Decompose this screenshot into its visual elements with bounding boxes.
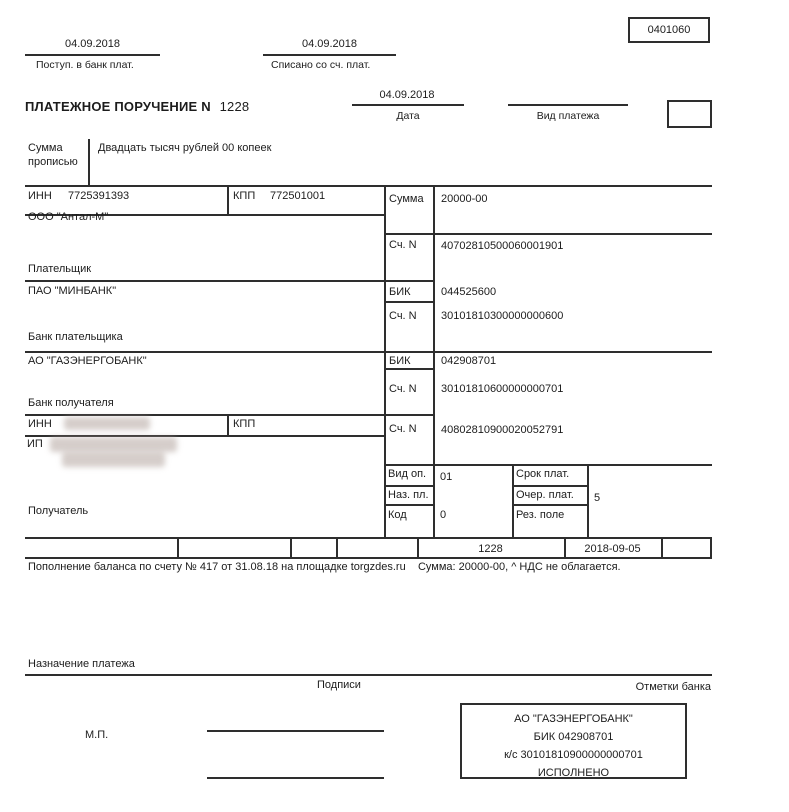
grid-line <box>25 280 435 282</box>
grid-line <box>661 537 663 559</box>
grid-line <box>227 414 229 437</box>
reserve-field-label: Рез. поле <box>516 509 565 521</box>
payer-label: Плательщик <box>28 263 92 275</box>
grid-line <box>512 504 589 506</box>
payer-bank-account-label: Сч. N <box>389 310 417 322</box>
payee-name-prefix: ИП <box>27 438 43 450</box>
form-code-box: 0401060 <box>628 17 710 43</box>
payment-purpose-text: Пополнение баланса по счету № 417 от 31.08.18 на площадке torgzdes.ru Сумма: 20000-00, ^ НДС не облагается. <box>28 561 621 573</box>
doc-date-value: 04.09.2018 <box>379 89 435 101</box>
due-date-label: Срок плат. <box>516 468 570 480</box>
received-date: 04.09.2018 <box>64 38 121 50</box>
doc-date-line <box>352 104 464 106</box>
payer-inn-value: 7725391393 <box>68 190 130 202</box>
payment-purpose-label: Назначение платежа <box>28 658 135 670</box>
code-value: 0 <box>440 509 447 521</box>
bank-stamp-status: ИСПОЛНЕНО <box>537 767 610 779</box>
payment-type-line <box>508 104 628 106</box>
grid-line <box>290 537 292 559</box>
grid-line <box>25 414 435 416</box>
grid-line <box>384 485 435 487</box>
payer-account-label: Сч. N <box>389 239 417 251</box>
grid-line <box>336 537 338 559</box>
amount-value: 20000-00 <box>441 193 488 205</box>
document-title-text: ПЛАТЕЖНОЕ ПОРУЧЕНИЕ N <box>25 99 211 114</box>
payee-bank-label: Банк получателя <box>28 397 114 409</box>
signature-line <box>207 730 384 732</box>
grid-line <box>384 301 435 303</box>
payee-bank-account-value: 30101810600000000701 <box>441 383 564 395</box>
amount-label: Сумма <box>389 193 424 205</box>
grid-line <box>710 537 712 559</box>
grid-line <box>25 557 712 559</box>
payee-name-redacted <box>62 452 165 467</box>
doc-date-cell: 2018-09-05 <box>584 543 641 555</box>
grid-line <box>227 185 229 216</box>
stamp-place-label: М.П. <box>85 729 109 741</box>
payee-label: Получатель <box>28 505 89 517</box>
payee-account-label: Сч. N <box>389 423 417 435</box>
debited-date-label: Списано со сч. плат. <box>271 59 371 71</box>
payee-bank-account-label: Сч. N <box>389 383 417 395</box>
bank-stamp-bik: БИК 042908701 <box>533 731 614 743</box>
grid-line <box>587 464 589 539</box>
footer-line <box>25 674 712 676</box>
payment-type-label: Вид платежа <box>536 110 600 122</box>
payee-bank-name: АО "ГАЗЭНЕРГОБАНК" <box>28 355 147 367</box>
doc-date-label: Дата <box>396 110 420 122</box>
op-type-label: Вид оп. <box>388 468 427 480</box>
payer-name: ООО "Антал-М" <box>28 211 109 223</box>
grid-line <box>512 485 589 487</box>
doc-number-cell: 1228 <box>478 543 503 555</box>
empty-code-box <box>667 100 712 128</box>
payer-kpp-label: КПП <box>233 190 256 202</box>
grid-line <box>25 537 712 539</box>
payer-bank-bik-label: БИК <box>389 286 411 298</box>
op-type-value: 01 <box>440 471 453 483</box>
document-title <box>25 100 249 113</box>
payer-inn-label: ИНН <box>28 190 52 202</box>
grid-line <box>512 464 514 539</box>
amount-words-value: Двадцать тысяч рублей 00 копеек <box>98 142 272 154</box>
grid-line <box>384 504 435 506</box>
payee-account-value: 40802810900020052791 <box>441 424 564 436</box>
signature-line <box>207 777 384 779</box>
payee-bank-bik-label: БИК <box>389 355 411 367</box>
signatures-label: Подписи <box>317 679 361 691</box>
received-date-line <box>25 54 160 56</box>
debited-date: 04.09.2018 <box>301 38 358 50</box>
bank-stamp-corr-account: к/с 30101810900000000701 <box>504 749 643 761</box>
payer-bank-label: Банк плательщика <box>28 331 123 343</box>
received-date-label: Поступ. в банк плат. <box>36 59 134 71</box>
payee-name-redacted <box>50 437 177 452</box>
payer-account-value: 40702810500060001901 <box>441 240 564 252</box>
priority-label: Очер. плат. <box>516 489 574 501</box>
payee-inn-label: ИНН <box>28 418 52 430</box>
payee-kpp-label: КПП <box>233 418 256 430</box>
code-label: Код <box>388 509 407 521</box>
payer-bank-account-value: 30101810300000000600 <box>441 310 564 322</box>
grid-line <box>25 351 712 353</box>
priority-value: 5 <box>594 492 601 504</box>
grid-line <box>384 368 435 370</box>
grid-line <box>384 185 386 539</box>
grid-line <box>25 185 712 187</box>
purpose-code-label: Наз. пл. <box>388 489 429 501</box>
document-number: 1228 <box>219 99 250 114</box>
bank-stamp <box>460 703 687 779</box>
payee-bank-bik-value: 042908701 <box>441 355 497 367</box>
grid-line <box>433 185 435 539</box>
debited-date-line <box>263 54 396 56</box>
payer-bank-bik-value: 044525600 <box>441 286 497 298</box>
bank-stamp-name: АО "ГАЗЭНЕРГОБАНК" <box>514 713 633 725</box>
payee-inn-redacted <box>64 417 150 430</box>
bank-marks-label: Отметки банка <box>635 681 711 693</box>
payer-kpp-value: 772501001 <box>270 190 326 202</box>
payer-bank-name: ПАО "МИНБАНК" <box>28 285 117 297</box>
amount-words-divider <box>88 139 90 186</box>
grid-line <box>177 537 179 559</box>
amount-words-label: Сумма прописью <box>28 142 78 168</box>
